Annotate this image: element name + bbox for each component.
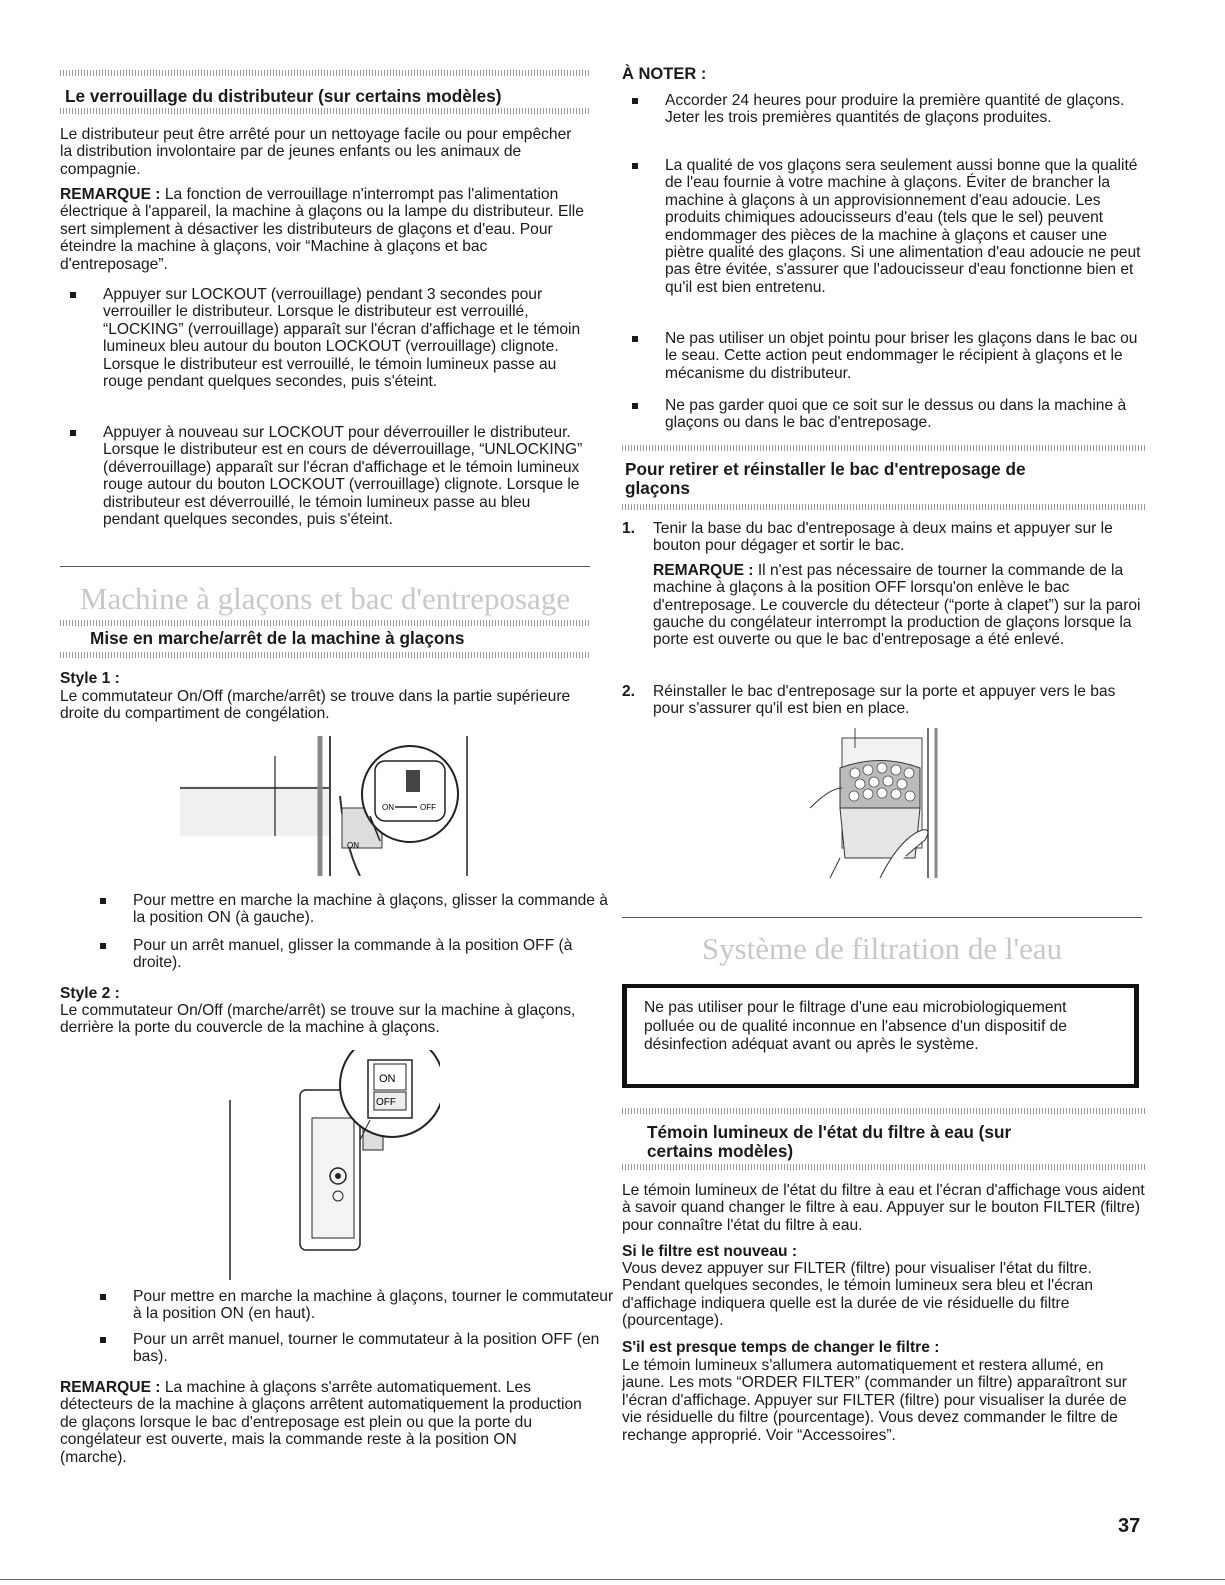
list-item-text: Pour mettre en marche la machine à glaçons, tourner le commutateur à la position ON (en haut). xyxy=(133,1288,614,1323)
icemaker-switch-style1-illustration xyxy=(170,736,500,876)
remark-label: REMARQUE : xyxy=(60,186,161,203)
bin-step-2 xyxy=(622,683,1147,718)
list-item xyxy=(622,92,1145,127)
remark-label: REMARQUE : xyxy=(653,561,754,579)
list-item xyxy=(622,157,1145,296)
new-filter-text: Vous devez appuyer sur FILTER (filtre) pour visualiser l'état du filtre. Pendant quelques secondes, le témoin lumineux sera bleu et l'écran d'affichage indiquera quelle est la durée de vie résiduelle du filtre (pourcentage). xyxy=(622,1260,1094,1330)
fig1-on-small: ON xyxy=(347,841,359,850)
style2-text: Le commutateur On/Off (marche/arrêt) se trouve sur la machine à glaçons, derrière la porte du couvercle de la machine à glaçons. xyxy=(60,1002,576,1037)
section-title-icemaker: Machine à glaçons et bac d'entreposage xyxy=(79,581,571,616)
section-title-filtration: Système de filtration de l'eau xyxy=(701,931,1063,966)
step-text: Tenir la base du bac d'entreposage à deux mains et appuyer sur le bouton pour dégager et sortir le bac. xyxy=(653,520,1113,555)
list-item-text: Appuyer à nouveau sur LOCKOUT pour déverrouiller le distributeur. Lorsque le distributeur est en cours de déverrouillage, “UNLOCKING” (déverrouillage) apparaît sur l'écran d'affichage et le témoin lumineux rouge autour du bouton LOCKOUT (verrouillage) clignote. Lorsque le distributeur est déverrouillé, le témoin lumineux passe au bleu pendant quelques secondes, puis s'éteint. xyxy=(103,424,583,529)
fig1-on-label: ON xyxy=(382,803,394,812)
icemaker-remark xyxy=(60,1379,585,1466)
hatch-divider xyxy=(622,1108,1147,1114)
lockout-heading: Le verrouillage du distributeur (sur certains modèles) xyxy=(65,86,502,106)
hatch-divider xyxy=(60,620,590,626)
list-item-text: Pour un arrêt manuel, glisser la commande à la position OFF (à droite). xyxy=(133,937,573,972)
hatch-divider xyxy=(622,504,1147,510)
almost-time-label: S'il est presque temps de changer le filtre : xyxy=(622,1339,940,1356)
note-heading: À NOTER : xyxy=(622,65,707,83)
remark-label: REMARQUE : xyxy=(60,1379,161,1396)
remark-text: Il n'est pas nécessaire de tourner la commande de la machine à glaçons à la position OFF lorsqu'on enlève le bac d'entreposage. Le couvercle du détecteur (“porte à clapet”) sur la paroi gauche du congélateur interrompt la production de glaçons lorsque la porte est ouverte ou que le bac d'entreposage a été enlevé. xyxy=(653,561,1141,649)
hatch-divider xyxy=(622,1164,1147,1170)
list-item xyxy=(60,286,585,390)
list-item xyxy=(90,1331,618,1366)
list-item xyxy=(90,937,613,972)
bin-heading: Pour retirer et réinstaller le bac d'entreposage de glaçons xyxy=(625,459,1026,498)
icemaker-switch-style2-illustration xyxy=(220,1050,440,1280)
step-number: 2. xyxy=(622,683,636,700)
list-item-text: Ne pas utiliser un objet pointu pour briser les glaçons dans le bac ou le seau. Cette action peut endommager le récipient à glaçons et le mécanisme du distributeur. xyxy=(665,330,1138,382)
list-item xyxy=(90,1288,618,1323)
hatch-divider xyxy=(60,108,590,114)
list-item-text: Pour mettre en marche la machine à glaçons, glisser la commande à la position ON (à gauche). xyxy=(133,892,608,927)
section-rule xyxy=(60,566,590,567)
style1-text: Le commutateur On/Off (marche/arrêt) se trouve dans la partie supérieure droite du compartiment de congélation. xyxy=(60,688,571,723)
style2-label: Style 2 : xyxy=(60,985,120,1002)
list-item-text: Pour un arrêt manuel, tourner le commutateur à la position OFF (en bas). xyxy=(133,1331,600,1366)
fig1-off-label: OFF xyxy=(420,803,436,812)
step-text: Réinstaller le bac d'entreposage sur la porte et appuyer vers le bas pour s'assurer qu'il est bien en place. xyxy=(653,683,1116,718)
lockout-intro: Le distributeur peut être arrêté pour un nettoyage facile ou pour empêcher la distribution involontaire par de jeunes enfants ou les animaux de compagnie. xyxy=(60,126,572,178)
ice-bin-removal-illustration xyxy=(810,728,960,878)
list-item xyxy=(90,892,613,927)
step-number: 1. xyxy=(622,520,636,537)
list-item-text: Appuyer sur LOCKOUT (verrouillage) pendant 3 secondes pour verrouiller le distributeur. Lorsque le distributeur est verrouillé, “LOCKING” (verrouillage) apparaît sur l'écran d'affichage et le témoin lumineux bleu autour du bouton LOCKOUT (verrouillage) clignote. Lorsque le distributeur est verrouillé, le témoin lumineux passe au rouge pendant quelques secondes, puis s'éteint. xyxy=(103,286,581,391)
almost-time-text: Le témoin lumineux s'allumera automatiquement et restera allumé, en jaune. Les mots “ORDER FILTER” (commander un filtre) apparaîtront sur l'écran d'affichage. Appuyer sur FILTER (filtre) pour visualiser la durée de vie résiduelle du filtre (pourcentage). Vous devez commander le filtre de rechange approprié. Voir “Accessoires”. xyxy=(622,1357,1127,1444)
remark-text: La machine à glaçons s'arrête automatiquement. Les détecteurs de la machine à glaçons arrêtent automatiquement la production de glaçons lorsque le bac d'entreposage est plein ou que la porte du congélateur est ouverte, mais la commande reste à la position ON (marche). xyxy=(60,1379,582,1466)
warning-text: Ne pas utiliser pour le filtrage d'une eau microbiologiquement polluée ou de qualité inconnue en l'absence d'un dispositif de désinfection adéquat avant ou après le système. xyxy=(644,999,1067,1053)
filter-intro: Le témoin lumineux de l'état du filtre à eau et l'écran d'affichage vous aident à savoir quand changer le filtre à eau. Appuyer sur le bouton FILTER (filtre) pour connaître l'état du filtre à eau. xyxy=(622,1182,1145,1234)
list-item-text: Accorder 24 heures pour produire la première quantité de glaçons. Jeter les trois premières quantités de glaçons produites. xyxy=(665,92,1125,127)
list-item-text: Ne pas garder quoi que ce soit sur le dessus ou dans la machine à glaçons ou dans le bac d'entreposage. xyxy=(665,397,1127,432)
filter-heading: Témoin lumineux de l'état du filtre à eau (sur certains modèles) xyxy=(647,1122,1012,1161)
warning-box xyxy=(622,984,1139,1088)
section-rule xyxy=(622,917,1142,918)
lockout-remark xyxy=(60,186,585,273)
fig2-on-label: ON xyxy=(379,1073,396,1085)
new-filter-label: Si le filtre est nouveau : xyxy=(622,1243,798,1260)
bin-step-1 xyxy=(622,520,1147,649)
page-number: 37 xyxy=(1118,1515,1141,1537)
style1-label: Style 1 : xyxy=(60,670,120,687)
step-remark xyxy=(653,562,1147,649)
fig2-off-label: OFF xyxy=(376,1097,396,1108)
list-item xyxy=(60,424,585,528)
onoff-heading: Mise en marche/arrêt de la machine à glaçons xyxy=(90,628,465,648)
hatch-divider xyxy=(622,445,1147,451)
list-item-text: La qualité de vos glaçons sera seulement aussi bonne que la qualité de l'eau fournie à votre machine à glaçons. Éviter de brancher la machine à glaçons à un approvisionnement d'eau adoucie. Les produits chimiques adoucisseurs d'eau (tels que le sel) peuvent endommager des pièces de la machine à glaçons et causer une piètre qualité des glaçons. Si une alimentation d'eau adoucie ne peut pas être évitée, s'assurer que l'adoucisseur d'eau fonctionne bien et qu'il est bien entretenu. xyxy=(665,157,1141,296)
hatch-divider xyxy=(60,70,590,76)
list-item xyxy=(622,397,1145,432)
remark-text: La fonction de verrouillage n'interrompt pas l'alimentation électrique à l'appareil, la machine à glaçons ou la lampe du distributeur. Elle sert simplement à désactiver les distributeurs de glaçons et d'eau. Pour éteindre la machine à glaçons, voir “Machine à glaçons et bac d'entreposage”. xyxy=(60,186,584,273)
hatch-divider xyxy=(60,652,590,658)
list-item xyxy=(622,330,1145,382)
page-bottom-edge xyxy=(0,1579,1225,1580)
